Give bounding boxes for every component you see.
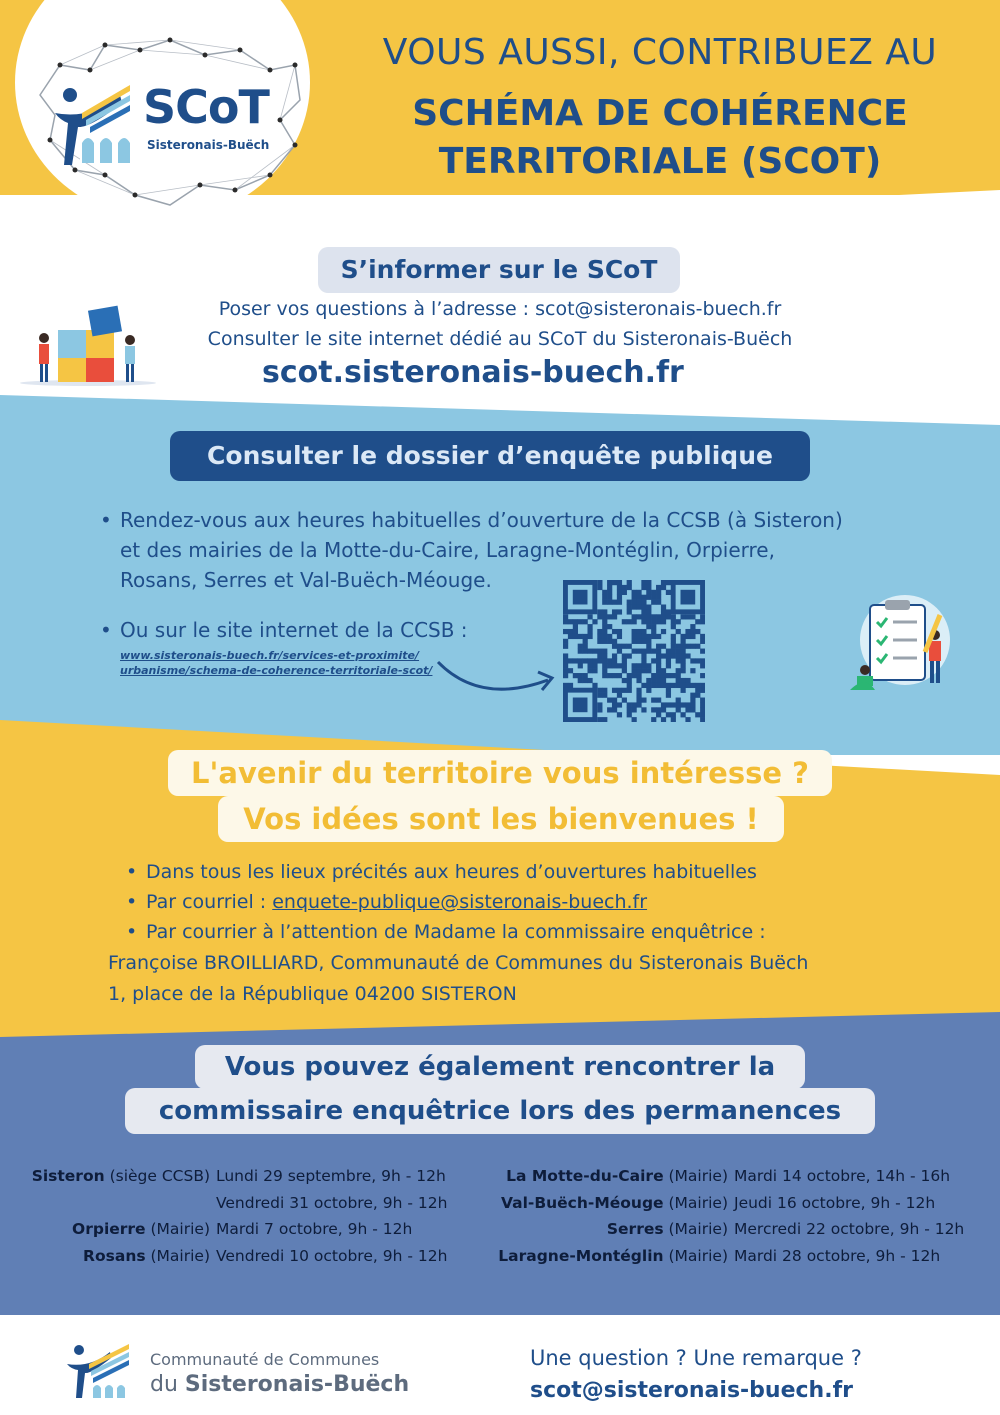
puzzle-people-icon <box>18 300 158 390</box>
dossier-bullet-hours-line2: et des mairies de la Motte-du-Caire, Laragne-Montéglin, Orpierre, <box>120 538 775 562</box>
permanence-venue: (siège CCSB) <box>104 1167 210 1185</box>
avenir-heading-line1: L'avenir du territoire vous intéresse ? <box>168 750 832 796</box>
dossier-bullet-hours-line1: • Rendez-vous aux heures habituelles d’ouverture de la CCSB (à Sisteron) <box>120 508 843 532</box>
header-title-bold <box>340 90 980 186</box>
logo-subtitle: Sisteronais-Buëch <box>147 138 270 152</box>
permanence-town: Sisteron <box>31 1167 105 1185</box>
permanences-heading-line1: Vous pouvez également rencontrer la <box>195 1045 805 1089</box>
permanence-town: Orpierre <box>72 1220 146 1238</box>
avenir-heading-line2: Vos idées sont les bienvenues ! <box>218 796 784 842</box>
avenir-bullet-places: • Dans tous les lieux précités aux heures d’ouvertures habituelles <box>126 857 946 887</box>
permanences-right-column <box>478 1163 993 1269</box>
logo-scot-text: SCoT <box>143 80 269 134</box>
avenir-bullet-email-prefix: Par courriel : <box>146 891 273 913</box>
footer-email-link[interactable]: scot@sisteronais-buech.fr <box>530 1378 853 1403</box>
header-title-line3: TERRITORIALE (SCOT) <box>438 141 882 182</box>
permanence-venue: (Mairie) <box>663 1220 728 1238</box>
permanence-place <box>478 1243 728 1270</box>
dossier-bullet-list <box>100 505 930 645</box>
permanence-date: Jeudi 16 octobre, 9h - 12h <box>734 1193 936 1212</box>
scot-website-link[interactable]: scot.sisteronais-buech.fr <box>262 355 684 390</box>
permanences-left-column <box>10 1163 470 1269</box>
permanence-date: Mardi 14 octobre, 14h - 16h <box>734 1167 951 1185</box>
permanence-row <box>10 1216 470 1243</box>
footer-question: Une question ? Une remarque ? <box>530 1346 862 1370</box>
footer-cc-prefix: du <box>150 1372 185 1397</box>
permanence-place <box>478 1190 728 1217</box>
permanence-place <box>10 1163 210 1190</box>
footer-cc-line1: Communauté de Communes <box>150 1350 380 1369</box>
ccsb-dossier-link-line1[interactable]: www.sisteronais-buech.fr/services-et-proximite/ <box>120 649 420 662</box>
permanence-date: Vendredi 10 octobre, 9h - 12h <box>216 1246 448 1265</box>
postal-address-line1: Françoise BROILLIARD, Communauté de Communes du Sisteronais Buëch <box>108 952 809 974</box>
ccsb-dossier-link[interactable] <box>120 648 432 678</box>
permanence-row <box>478 1216 993 1243</box>
permanence-date: Mardi 7 octobre, 9h - 12h <box>216 1220 413 1238</box>
permanence-row <box>478 1190 993 1217</box>
permanence-row <box>10 1190 470 1217</box>
permanence-town: La Motte-du-Caire <box>506 1167 664 1185</box>
info-question-line: Poser vos questions à l’adresse : scot@sisteronais-buech.fr <box>218 298 782 320</box>
dossier-heading: Consulter le dossier d’enquête publique <box>170 431 810 481</box>
header-title-line1: VOUS AUSSI, CONTRIBUEZ AU <box>382 32 938 73</box>
permanence-row <box>478 1243 993 1270</box>
clipboard-checklist-icon <box>845 590 955 700</box>
avenir-bullet-email <box>126 887 946 917</box>
permanence-venue: (Mairie) <box>663 1193 728 1212</box>
dossier-bullet-site: • Ou sur le site internet de la CCSB : <box>100 615 930 645</box>
permanence-place <box>478 1216 728 1243</box>
permanences-heading-line2: commissaire enquêtrice lors des permanences <box>125 1088 875 1134</box>
qr-code-icon[interactable] <box>563 580 705 722</box>
permanence-date: Vendredi 31 octobre, 9h - 12h <box>216 1193 448 1212</box>
permanence-town: Laragne-Montéglin <box>498 1246 664 1265</box>
footer-cc-name: Sisteronais-Buëch <box>184 1372 410 1397</box>
dossier-bullet-hours <box>100 505 930 595</box>
permanence-date: Lundi 29 septembre, 9h - 12h <box>216 1167 446 1185</box>
permanence-place <box>478 1163 728 1190</box>
permanence-place <box>10 1190 210 1217</box>
permanence-town: Serres <box>606 1220 664 1238</box>
permanence-place <box>10 1243 210 1270</box>
avenir-bullet-list <box>126 857 946 947</box>
info-site-line: Consulter le site internet dédié au SCoT du Sisteronais-Buëch <box>207 328 793 350</box>
ccsb-dossier-link-line2[interactable]: urbanisme/schema-de-coherence-territoriale-scot/ <box>120 664 433 677</box>
permanence-date: Mercredi 22 octobre, 9h - 12h <box>734 1220 965 1238</box>
permanence-town: Val-Buëch-Méouge <box>500 1193 664 1212</box>
postal-address-line2: 1, place de la République 04200 SISTERON <box>108 983 517 1005</box>
permanence-venue: (Mairie) <box>663 1167 728 1185</box>
info-heading: S’informer sur le SCoT <box>318 247 680 293</box>
dossier-bullet-hours-line3: Rosans, Serres et Val-Buëch-Méouge. <box>120 568 492 592</box>
footer-cc-line2 <box>150 1372 409 1397</box>
permanence-place <box>10 1216 210 1243</box>
header-title-line2: SCHÉMA DE COHÉRENCE <box>412 93 908 134</box>
permanence-row <box>10 1243 470 1270</box>
permanence-town: Rosans <box>83 1246 146 1265</box>
permanence-venue: (Mairie) <box>663 1246 728 1265</box>
arrow-icon <box>430 650 560 700</box>
permanence-venue: (Mairie) <box>145 1246 210 1265</box>
enquete-email-link[interactable]: enquete-publique@sisteronais-buech.fr <box>272 891 648 913</box>
permanence-row <box>10 1163 470 1190</box>
ccsb-logo-icon <box>65 1340 145 1400</box>
permanence-row <box>478 1163 993 1190</box>
avenir-bullet-mail: • Par courrier à l’attention de Madame la commissaire enquêtrice : <box>126 917 946 947</box>
permanence-venue: (Mairie) <box>145 1220 210 1238</box>
postal-address <box>108 948 808 1010</box>
permanence-date: Mardi 28 octobre, 9h - 12h <box>734 1246 941 1265</box>
